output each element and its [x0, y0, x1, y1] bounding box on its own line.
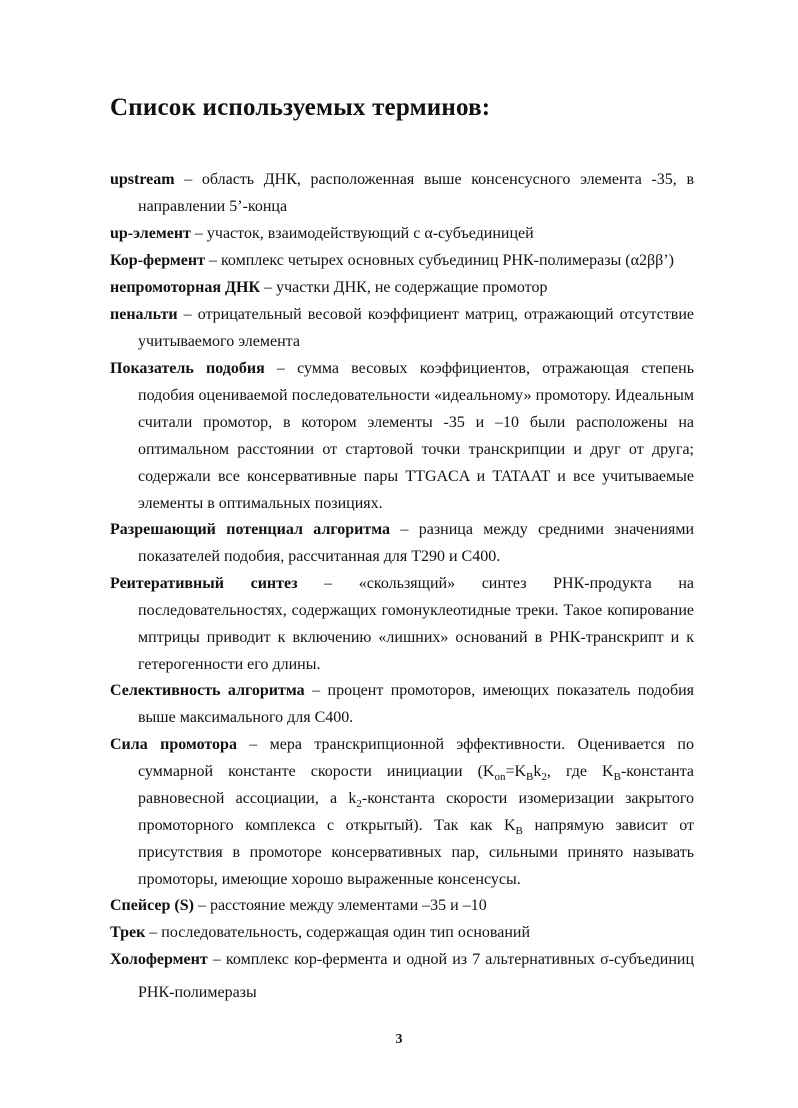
term-definition: присутствия в промоторе консервативных пар, сильными принято называть [138, 844, 694, 861]
term-name: upstream [110, 171, 175, 188]
term-definition: – разница между средними значениями [390, 521, 695, 538]
term-entry-non-promoter-dna [110, 274, 694, 301]
term-definition: – область ДНК, расположенная выше консенсусного элемента -35, в [174, 171, 694, 188]
term-name: пенальти [110, 306, 178, 323]
term-entry-reiterative-synthesis [110, 570, 694, 678]
term-definition: гетерогенности его длины. [138, 656, 321, 673]
term-entry-upstream [110, 166, 694, 220]
term-definition: подобия оцениваемой последовательности «идеальному» промотору. Идеальным [138, 387, 694, 404]
term-definition: считали промотор, в котором элементы -35 и –10 были расположены на [138, 414, 694, 431]
term-definition: элементы в оптимальных позициях. [138, 495, 383, 512]
page-number: 3 [395, 1032, 403, 1047]
term-entry-selectivity [110, 677, 694, 731]
term-definition: РНК-полимеразы [138, 984, 257, 1001]
term-definition: выше максимального для C400. [138, 709, 354, 726]
term-definition: учитываемого элемента [138, 333, 300, 350]
term-definition: равновесной ассоциации, а $k_2$-константа скорости изомеризации закрытого [138, 790, 695, 811]
term-definition: показателей подобия, рассчитанная для T290 и C400. [138, 548, 501, 565]
term-definition: – последовательность, содержащая один тип оснований [145, 924, 531, 941]
term-definition: – отрицательный весовой коэффициент матриц, отражающий отсутствие [177, 306, 694, 323]
term-name: Трек [110, 924, 146, 941]
term-definition: – мера транскрипционной эффективности. Оценивается по [236, 736, 694, 753]
term-definition: промоторного комплекса с открытый). Так как $K_B$ напрямую зависит от [138, 817, 694, 838]
term-definition: содержали все консервативные пары TTGACA и TATAAT и все учитываемые [138, 468, 694, 485]
term-definition: – участок, взаимодействующий с α-субъединицей [190, 225, 534, 242]
term-name: Селективность алгоритма [110, 682, 305, 699]
term-entry-track [110, 919, 694, 946]
term-entry-penalty [110, 301, 694, 355]
term-name: Спейсер (S) [110, 897, 194, 914]
term-definition: – участки ДНК, не содержащие промотор [260, 279, 548, 296]
term-entry-up-element [110, 220, 694, 247]
term-definition: – процент промоторов, имеющих показатель подобия [304, 682, 695, 699]
term-definition: суммарной константе скорости инициации ($K_{on}=K_Bk_2$, где $K_B$-константа [138, 763, 695, 784]
term-name: Кор-фермент [110, 252, 205, 269]
term-definition: – комплекс кор-фермента и одной из 7 альтернативных σ-субъединиц [207, 951, 694, 968]
term-definition: оптимальном расстоянии от стартовой точки транскрипции и друг от друга; [138, 441, 694, 458]
term-name: up-элемент [110, 225, 191, 242]
term-definition: промоторы, имеющие хорошо выраженные консенсусы. [138, 871, 521, 888]
term-name: Холофермент [110, 951, 208, 968]
term-definition: направлении 5’-конца [138, 198, 288, 215]
term-definition: – «скользящий» синтез РНК-продукта на [297, 575, 695, 592]
term-name: Сила промотора [110, 736, 237, 753]
term-entry-resolving-potential [110, 516, 694, 570]
term-name: Реитеративный синтез [110, 575, 298, 592]
term-definition: мптрицы приводит к включению «лишних» оснований в РНК-транскрипт и к [138, 629, 694, 646]
term-name: Разрешающий потенциал алгоритма [110, 521, 391, 538]
term-entry-spacer [110, 892, 694, 919]
term-entry-holoenzyme [110, 946, 694, 1006]
term-definition: – сумма весовых коэффициентов, отражающая степень [264, 360, 694, 377]
term-entry-similarity-score [110, 355, 694, 517]
page-title: Список используемых терминов: [110, 94, 491, 121]
term-name: непромоторная ДНК [110, 279, 261, 296]
term-definition: – комплекс четырех основных субъединиц РНК-полимеразы (α2ββ’) [204, 252, 674, 269]
term-name: Показатель подобия [110, 360, 265, 377]
term-entry-promoter-strength [110, 731, 694, 893]
term-entry-core-enzyme [110, 247, 694, 274]
term-definition: – расстояние между элементами –35 и –10 [193, 897, 487, 914]
term-definition: последовательностях, содержащих гомонуклеотидные треки. Такое копирование [138, 602, 694, 619]
